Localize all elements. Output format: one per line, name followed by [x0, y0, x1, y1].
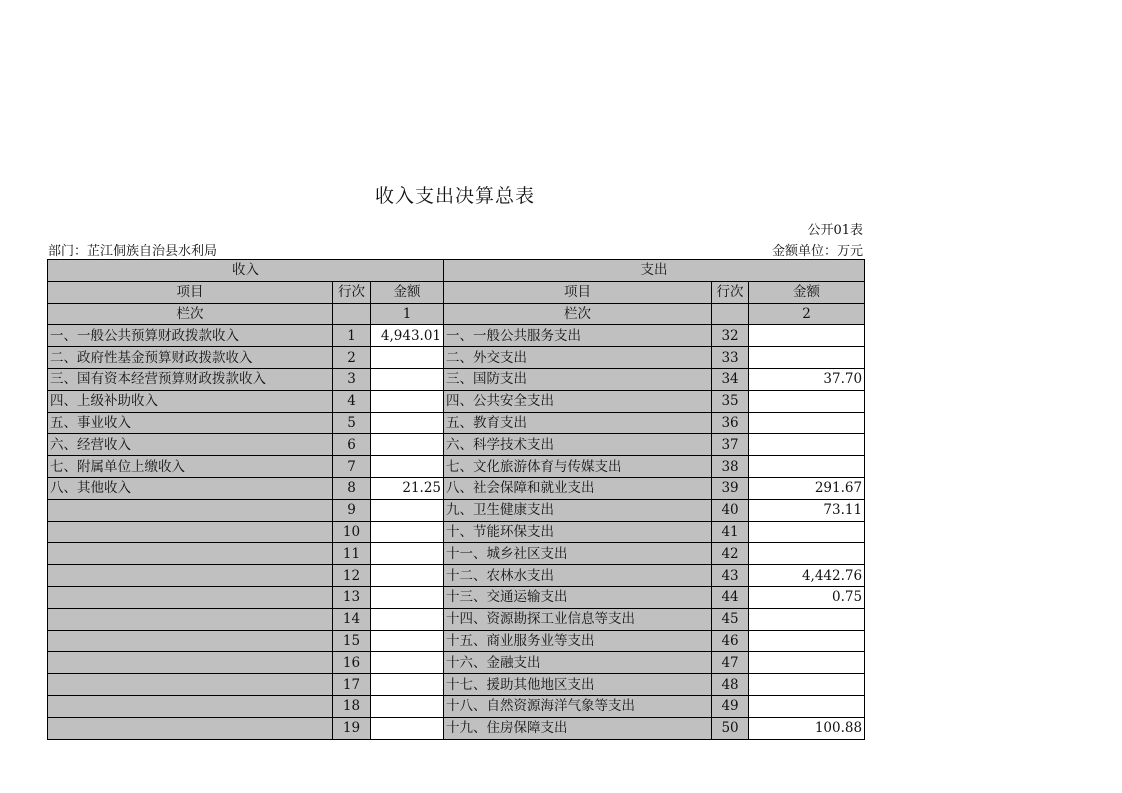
expense-item-cell: 十三、交通运输支出	[444, 586, 712, 608]
expense-line-cell: 37	[712, 434, 749, 456]
income-amount-cell	[371, 434, 444, 456]
expense-section-header: 支出	[444, 260, 865, 282]
income-line-cell: 15	[333, 630, 371, 652]
income-item-cell: 二、政府性基金预算财政拨款收入	[48, 347, 333, 369]
section-header-row	[48, 260, 865, 282]
table-row	[48, 499, 865, 521]
report-title: 收入支出决算总表	[374, 185, 535, 207]
table-row	[48, 347, 865, 369]
income-item-cell	[48, 717, 333, 739]
expense-line-cell: 49	[712, 695, 749, 717]
income-item-cell: 三、国有资本经营预算财政拨款收入	[48, 368, 333, 390]
expense-item-cell: 十四、资源勘探工业信息等支出	[444, 608, 712, 630]
income-line-cell: 6	[333, 434, 371, 456]
income-amount-cell	[371, 608, 444, 630]
expense-item-cell: 九、卫生健康支出	[444, 499, 712, 521]
expense-item-cell: 一、一般公共服务支出	[444, 325, 712, 347]
expense-item-cell: 四、公共安全支出	[444, 390, 712, 412]
income-amount-cell: 4,943.01	[371, 325, 444, 347]
income-line-cell: 18	[333, 695, 371, 717]
income-item-cell	[48, 630, 333, 652]
income-line-cell: 9	[333, 499, 371, 521]
income-line-cell: 4	[333, 390, 371, 412]
expense-item-cell: 十九、住房保障支出	[444, 717, 712, 739]
income-expense-table	[47, 259, 865, 740]
expense-amount-cell: 73.11	[749, 499, 865, 521]
income-item-cell: 六、经营收入	[48, 434, 333, 456]
table-row	[48, 543, 865, 565]
income-section-header: 收入	[48, 260, 444, 282]
table-row	[48, 390, 865, 412]
expense-item-cell: 十五、商业服务业等支出	[444, 630, 712, 652]
expense-amount-cell	[749, 434, 865, 456]
expense-line-cell: 42	[712, 543, 749, 565]
expense-column-number: 2	[749, 303, 865, 325]
table-row	[48, 674, 865, 696]
table-row	[48, 695, 865, 717]
income-line-cell: 10	[333, 521, 371, 543]
expense-line-cell: 39	[712, 477, 749, 499]
income-item-cell	[48, 543, 333, 565]
expense-amount-cell: 0.75	[749, 586, 865, 608]
expense-line-cell: 32	[712, 325, 749, 347]
expense-item-cell: 十八、自然资源海洋气象等支出	[444, 695, 712, 717]
expense-item-cell: 八、社会保障和就业支出	[444, 477, 712, 499]
income-item-header: 项目	[48, 281, 333, 303]
income-line-cell: 12	[333, 565, 371, 587]
expense-amount-cell	[749, 674, 865, 696]
expense-line-cell: 43	[712, 565, 749, 587]
expense-amount-cell	[749, 652, 865, 674]
department-label: 部门：芷江侗族自治县水利局	[48, 244, 218, 259]
income-amount-cell	[371, 368, 444, 390]
income-item-cell	[48, 652, 333, 674]
income-item-cell: 八、其他收入	[48, 477, 333, 499]
expense-amount-cell	[749, 325, 865, 347]
income-item-cell	[48, 695, 333, 717]
income-amount-cell	[371, 390, 444, 412]
expense-item-cell: 十二、农林水支出	[444, 565, 712, 587]
table-row	[48, 325, 865, 347]
table-row	[48, 608, 865, 630]
income-amount-cell	[371, 499, 444, 521]
expense-item-header: 项目	[444, 281, 712, 303]
expense-amount-cell	[749, 695, 865, 717]
expense-item-cell: 十六、金融支出	[444, 652, 712, 674]
income-item-cell	[48, 608, 333, 630]
expense-column-blank	[712, 303, 749, 325]
expense-item-cell: 二、外交支出	[444, 347, 712, 369]
expense-amount-cell	[749, 608, 865, 630]
table-number: 公开01表	[807, 223, 863, 238]
income-item-cell	[48, 586, 333, 608]
expense-item-cell: 十一、城乡社区支出	[444, 543, 712, 565]
expense-line-cell: 47	[712, 652, 749, 674]
expense-line-header: 行次	[712, 281, 749, 303]
table-row	[48, 630, 865, 652]
expense-line-cell: 36	[712, 412, 749, 434]
income-amount-cell	[371, 456, 444, 478]
expense-item-cell: 三、国防支出	[444, 368, 712, 390]
income-item-cell	[48, 565, 333, 587]
income-amount-cell	[371, 565, 444, 587]
table-row	[48, 565, 865, 587]
income-amount-cell	[371, 543, 444, 565]
expense-amount-cell	[749, 412, 865, 434]
expense-amount-cell	[749, 521, 865, 543]
expense-line-cell: 41	[712, 521, 749, 543]
income-line-cell: 16	[333, 652, 371, 674]
income-line-cell: 5	[333, 412, 371, 434]
expense-amount-cell: 291.67	[749, 477, 865, 499]
income-line-cell: 14	[333, 608, 371, 630]
expense-line-cell: 50	[712, 717, 749, 739]
table-row	[48, 456, 865, 478]
income-item-cell: 一、一般公共预算财政拨款收入	[48, 325, 333, 347]
amount-unit-label: 金额单位：万元	[771, 244, 863, 259]
income-item-cell	[48, 499, 333, 521]
income-amount-cell	[371, 586, 444, 608]
income-line-cell: 8	[333, 477, 371, 499]
expense-item-cell: 十、节能环保支出	[444, 521, 712, 543]
income-amount-cell	[371, 347, 444, 369]
expense-line-cell: 45	[712, 608, 749, 630]
income-amount-cell	[371, 695, 444, 717]
expense-amount-cell: 4,442.76	[749, 565, 865, 587]
income-column-label: 栏次	[48, 303, 333, 325]
expense-item-cell: 十七、援助其他地区支出	[444, 674, 712, 696]
expense-line-cell: 34	[712, 368, 749, 390]
expense-amount-cell: 37.70	[749, 368, 865, 390]
income-line-cell: 17	[333, 674, 371, 696]
income-line-cell: 11	[333, 543, 371, 565]
income-amount-cell: 21.25	[371, 477, 444, 499]
expense-line-cell: 46	[712, 630, 749, 652]
expense-column-label: 栏次	[444, 303, 712, 325]
income-column-number: 1	[371, 303, 444, 325]
income-line-cell: 7	[333, 456, 371, 478]
income-line-cell: 13	[333, 586, 371, 608]
income-line-header: 行次	[333, 281, 371, 303]
income-item-cell	[48, 674, 333, 696]
table-row	[48, 521, 865, 543]
table-row	[48, 412, 865, 434]
income-item-cell	[48, 521, 333, 543]
income-amount-cell	[371, 652, 444, 674]
income-item-cell: 五、事业收入	[48, 412, 333, 434]
column-number-row	[48, 303, 865, 325]
expense-item-cell: 六、科学技术支出	[444, 434, 712, 456]
expense-amount-cell	[749, 630, 865, 652]
income-item-cell: 七、附属单位上缴收入	[48, 456, 333, 478]
table-row	[48, 717, 865, 739]
income-line-cell: 19	[333, 717, 371, 739]
table-row	[48, 434, 865, 456]
expense-amount-cell	[749, 543, 865, 565]
income-amount-header: 金额	[371, 281, 444, 303]
expense-amount-cell	[749, 347, 865, 369]
income-line-cell: 2	[333, 347, 371, 369]
expense-line-cell: 35	[712, 390, 749, 412]
expense-amount-header: 金额	[749, 281, 865, 303]
income-amount-cell	[371, 674, 444, 696]
expense-line-cell: 44	[712, 586, 749, 608]
expense-amount-cell	[749, 456, 865, 478]
income-amount-cell	[371, 630, 444, 652]
column-header-row	[48, 281, 865, 303]
expense-item-cell: 五、教育支出	[444, 412, 712, 434]
expense-line-cell: 33	[712, 347, 749, 369]
table-row	[48, 368, 865, 390]
income-line-cell: 3	[333, 368, 371, 390]
income-amount-cell	[371, 717, 444, 739]
expense-amount-cell: 100.88	[749, 717, 865, 739]
table-row	[48, 477, 865, 499]
table-row	[48, 586, 865, 608]
expense-line-cell: 38	[712, 456, 749, 478]
expense-amount-cell	[749, 390, 865, 412]
income-item-cell: 四、上级补助收入	[48, 390, 333, 412]
expense-line-cell: 48	[712, 674, 749, 696]
income-amount-cell	[371, 412, 444, 434]
table-row	[48, 652, 865, 674]
income-amount-cell	[371, 521, 444, 543]
expense-line-cell: 40	[712, 499, 749, 521]
expense-item-cell: 七、文化旅游体育与传媒支出	[444, 456, 712, 478]
income-line-cell: 1	[333, 325, 371, 347]
income-column-blank	[333, 303, 371, 325]
